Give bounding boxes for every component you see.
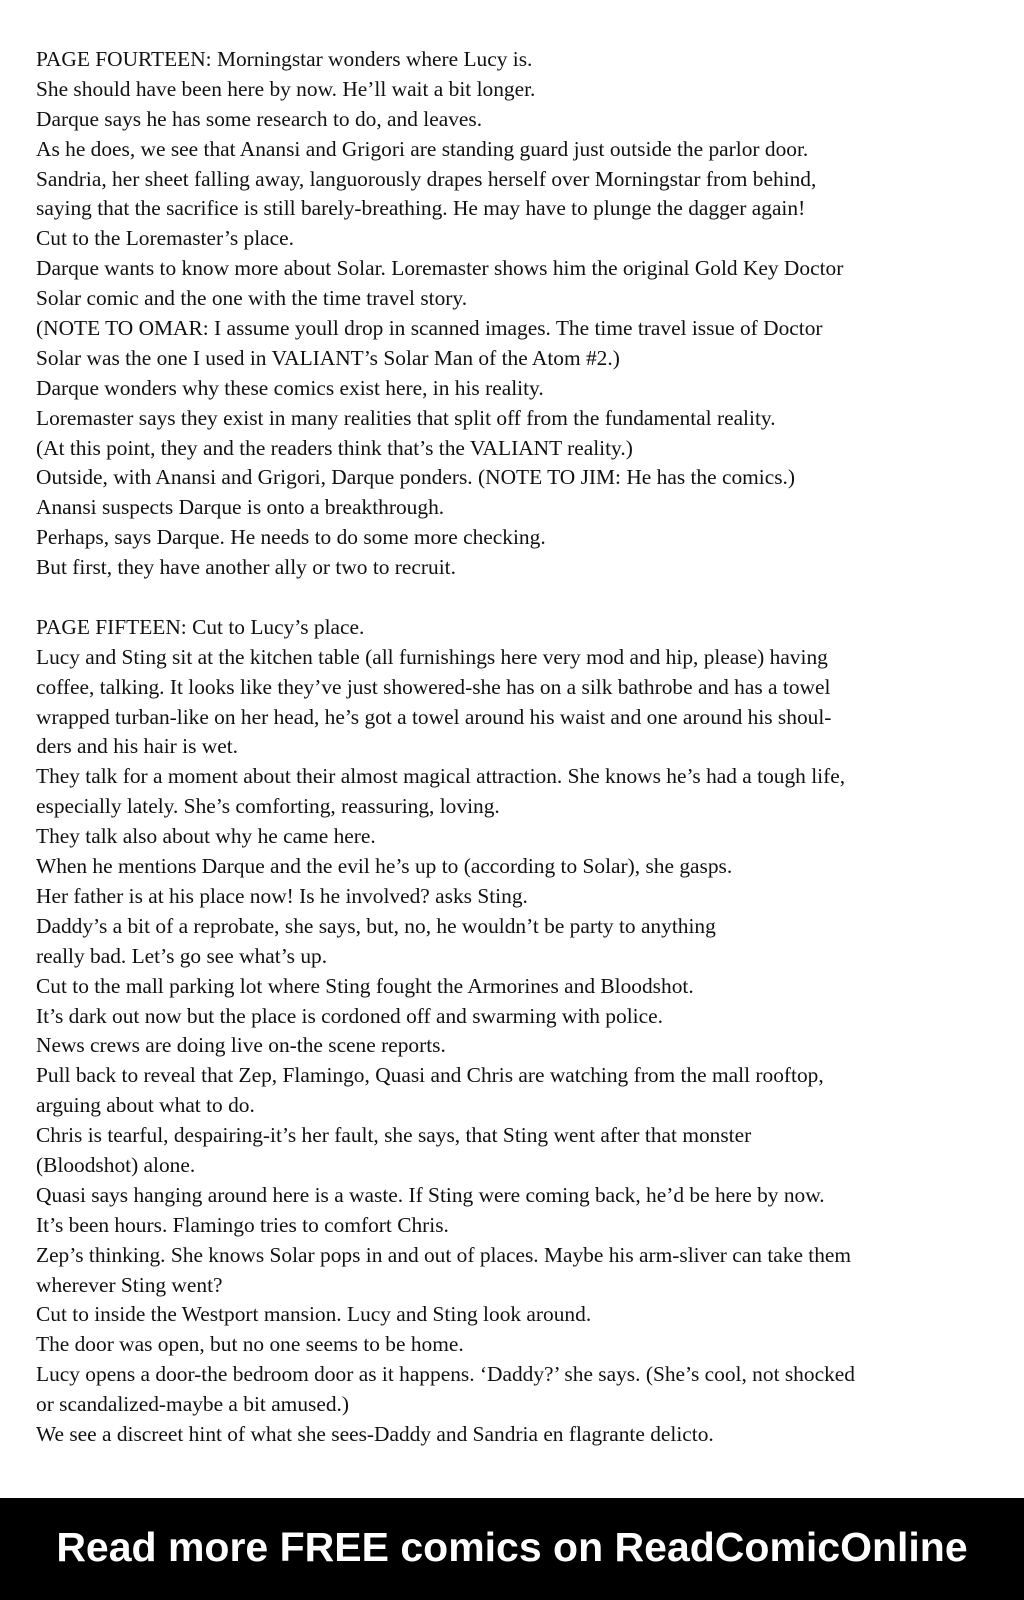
script-line: Zep’s thinking. She knows Solar pops in and out of places. Maybe his arm-sliver can take them <box>36 1242 852 1267</box>
page-fourteen-section <box>36 45 1006 583</box>
script-line: ders and his hair is wet. <box>36 734 238 759</box>
script-line: Solar comic and the one with the time travel story. <box>36 286 468 311</box>
script-line: Lucy and Sting sit at the kitchen table (all furnishings here very mod and hip, please) having <box>36 644 828 669</box>
script-line: Pull back to reveal that Zep, Flamingo, Quasi and Chris are watching from the mall rooftop, <box>36 1063 824 1088</box>
script-line: really bad. Let’s go see what’s up. <box>36 943 328 968</box>
script-line: Loremaster says they exist in many realities that split off from the fundamental reality. <box>36 405 776 430</box>
page-fifteen-heading-line: PAGE FIFTEEN: Cut to Lucy’s place. <box>36 614 365 639</box>
script-line: Daddy’s a bit of a reprobate, she says, but, no, he wouldn’t be party to anything <box>36 913 716 938</box>
footer-banner-text[interactable]: Read more FREE comics on ReadComicOnline <box>56 1524 968 1570</box>
page-fourteen-heading-line: PAGE FOURTEEN: Morningstar wonders where Lucy is. <box>36 47 533 71</box>
script-line: wherever Sting went? <box>36 1272 223 1297</box>
script-line: Darque says he has some research to do, and leaves. <box>36 106 483 131</box>
script-line: especially lately. She’s comforting, reassuring, loving. <box>36 794 500 819</box>
script-line: Quasi says hanging around here is a waste. If Sting were coming back, he’d be here by now. <box>36 1182 825 1207</box>
script-line: Solar was the one I used in VALIANT’s Solar Man of the Atom #2.) <box>36 345 620 370</box>
script-line: (Bloodshot) alone. <box>36 1152 196 1177</box>
script-line: or scandalized-maybe a bit amused.) <box>36 1392 350 1417</box>
script-line: wrapped turban-like on her head, he’s got a towel around his waist and one around his shoul- <box>36 704 832 729</box>
script-line: As he does, we see that Anansi and Grigori are standing guard just outside the parlor door. <box>36 136 809 161</box>
script-line: When he mentions Darque and the evil he’s up to (according to Solar), she gasps. <box>36 854 733 879</box>
script-line: Her father is at his place now! Is he involved? asks Sting. <box>36 883 528 908</box>
script-line: coffee, talking. It looks like they’ve just showered-she has on a silk bathrobe and has a towel <box>36 674 831 699</box>
script-line: It’s been hours. Flamingo tries to comfort Chris. <box>36 1212 449 1237</box>
script-line: She should have been here by now. He’ll wait a bit longer. <box>36 76 536 101</box>
script-line: (At this point, they and the readers think that’s the VALIANT reality.) <box>36 435 633 460</box>
script-line: Darque wants to know more about Solar. Loremaster shows him the original Gold Key Doctor <box>36 256 844 281</box>
script-line: Cut to the Loremaster’s place. <box>36 226 294 251</box>
script-line: We see a discreet hint of what she sees-Daddy and Sandria en flagrante delicto. <box>36 1421 714 1446</box>
script-line: Sandria, her sheet falling away, languorously drapes herself over Morningstar from behind, <box>36 166 817 191</box>
script-body <box>36 45 1006 1450</box>
script-line: Lucy opens a door-the bedroom door as it happens. ‘Daddy?’ she says. (She’s cool, not shocked <box>36 1362 855 1387</box>
script-line: Perhaps, says Darque. He needs to do some more checking. <box>36 525 546 550</box>
script-line: News crews are doing live on-the scene reports. <box>36 1033 446 1058</box>
script-line: Cut to inside the Westport mansion. Lucy and Sting look around. <box>36 1302 592 1327</box>
script-line: saying that the sacrifice is still barely-breathing. He may have to plunge the dagger again! <box>36 196 806 221</box>
script-line: Anansi suspects Darque is onto a breakthrough. <box>36 495 445 520</box>
script-line: Cut to the mall parking lot where Sting fought the Armorines and Bloodshot. <box>36 973 694 998</box>
footer-banner[interactable] <box>0 1498 1024 1600</box>
script-line: They talk for a moment about their almost magical attraction. She knows he’s had a tough life, <box>36 764 846 789</box>
script-line: arguing about what to do. <box>36 1093 255 1118</box>
section-spacer <box>36 583 1006 613</box>
script-line: It’s dark out now but the place is cordoned off and swarming with police. <box>36 1003 663 1028</box>
page-fifteen-section <box>36 613 1006 1450</box>
script-line: But first, they have another ally or two to recruit. <box>36 555 456 580</box>
script-line: The door was open, but no one seems to be home. <box>36 1332 464 1357</box>
script-line: They talk also about why he came here. <box>36 824 376 849</box>
script-line: (NOTE TO OMAR: I assume youll drop in scanned images. The time travel issue of Doctor <box>36 316 823 341</box>
script-line: Darque wonders why these comics exist here, in his reality. <box>36 375 544 400</box>
script-line: Chris is tearful, despairing-it’s her fault, she says, that Sting went after that monster <box>36 1123 752 1148</box>
script-line: Outside, with Anansi and Grigori, Darque ponders. (NOTE TO JIM: He has the comics.) <box>36 465 796 490</box>
